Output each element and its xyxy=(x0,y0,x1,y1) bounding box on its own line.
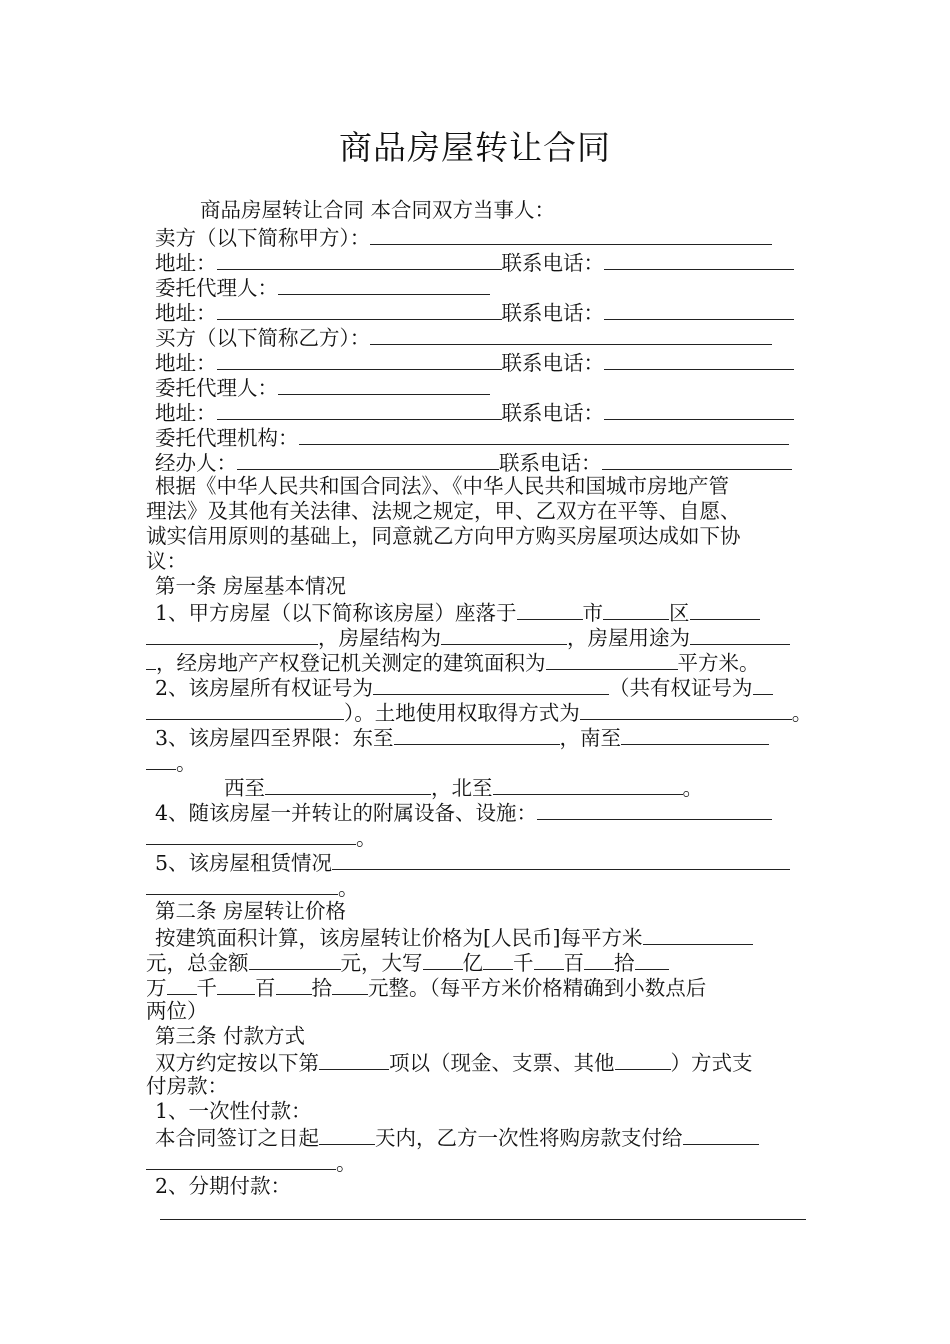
buyer-phone-field[interactable] xyxy=(604,349,794,370)
a2-line2: 元，总金额 元，大写 亿 千 百 拾 xyxy=(146,949,810,974)
caps-wan-qian-field[interactable] xyxy=(167,974,197,995)
seller-address-field[interactable] xyxy=(217,249,502,270)
lump-payee-field-cont[interactable] xyxy=(146,1149,336,1170)
buyer-agent-address-field[interactable] xyxy=(217,399,502,420)
a1-item3-line1: 3、该房屋四至界限：东至 ，南至 xyxy=(155,724,810,749)
buyer-agent-address-line: 地址： 联系电话： xyxy=(155,399,805,424)
payment-other-field[interactable] xyxy=(615,1049,671,1070)
a1-item3-line3: 西至 ，北至 。 xyxy=(224,776,703,800)
a1-item2-line2: ）。土地使用权取得方式为 。 xyxy=(146,699,821,724)
preamble-line-2: 理法》及其他有关法律、法规之规定，甲、乙双方在平等、自愿、 xyxy=(146,499,741,523)
installment-heading: 2、分期付款： xyxy=(155,1174,292,1198)
a1-item1-line2: ，房屋结构为 ，房屋用途为 xyxy=(146,624,810,649)
a1-item5-line1: 5、该房屋租赁情况 xyxy=(155,849,810,874)
structure-field[interactable] xyxy=(441,624,567,645)
seller-agent-address-line: 地址： 联系电话： xyxy=(155,299,805,324)
district-field[interactable] xyxy=(603,599,669,620)
a2-line4: 两位） xyxy=(146,999,208,1023)
caps-wan-bai-field[interactable] xyxy=(217,974,255,995)
land-use-field[interactable] xyxy=(580,699,792,720)
a1-item3-line2: 。 xyxy=(146,749,810,774)
buyer-address-field[interactable] xyxy=(217,349,502,370)
handler-field[interactable] xyxy=(237,449,499,470)
buyer-line: 买方（以下简称乙方）： xyxy=(155,324,805,349)
caps-shi-field[interactable] xyxy=(584,949,614,970)
price-per-sqm-field[interactable] xyxy=(643,924,753,945)
document-title: 商品房屋转让合同 xyxy=(339,128,611,167)
lease-status-field-cont[interactable] xyxy=(146,874,338,895)
article-3-heading: 第三条 付款方式 xyxy=(155,1024,306,1048)
payment-option-field[interactable] xyxy=(319,1049,389,1070)
caps-wan-field[interactable] xyxy=(635,949,669,970)
seller-phone-field[interactable] xyxy=(604,249,794,270)
installment-field[interactable] xyxy=(160,1199,806,1220)
lump-sum-line1: 本合同签订之日起 天内，乙方一次性将购房款支付给 xyxy=(155,1124,810,1149)
a1-item4-line2: 。 xyxy=(146,824,810,849)
south-boundary-field-cont[interactable] xyxy=(146,749,176,770)
location-field-cont[interactable] xyxy=(146,624,318,645)
west-boundary-field[interactable] xyxy=(265,774,431,795)
a3-line2: 付房款： xyxy=(146,1074,228,1098)
seller-agent-line: 委托代理人： xyxy=(155,274,805,299)
caps-qian-field[interactable] xyxy=(483,949,513,970)
agency-line: 委托代理机构： xyxy=(155,424,805,449)
lump-days-field[interactable] xyxy=(319,1124,375,1145)
buyer-address-line: 地址： 联系电话： xyxy=(155,349,805,374)
seller-address-line: 地址： 联系电话： xyxy=(155,249,805,274)
lump-payee-field[interactable] xyxy=(683,1124,759,1145)
article-2-heading: 第二条 房屋转让价格 xyxy=(155,899,347,923)
area-field[interactable] xyxy=(546,649,678,670)
east-boundary-field[interactable] xyxy=(394,724,560,745)
caps-bai-field[interactable] xyxy=(534,949,564,970)
total-amount-field[interactable] xyxy=(249,949,341,970)
usage-field[interactable] xyxy=(690,624,790,645)
agency-field[interactable] xyxy=(299,424,789,445)
buyer-field[interactable] xyxy=(370,324,772,345)
handler-phone-field[interactable] xyxy=(602,449,792,470)
buyer-agent-phone-field[interactable] xyxy=(604,399,794,420)
seller-field[interactable] xyxy=(370,224,772,245)
a2-line3: 万 千 百 拾 元整。（每平方米价格精确到小数点后 xyxy=(146,976,707,1000)
co-owner-cert-field-cont[interactable] xyxy=(146,699,344,720)
installment-line xyxy=(160,1199,808,1224)
ownership-cert-field[interactable] xyxy=(373,674,609,695)
a1-item2-line1: 2、该房屋所有权证号为 （共有权证号为 xyxy=(155,674,810,699)
a3-line1: 双方约定按以下第 项以（现金、支票、其他 ）方式支 xyxy=(155,1051,753,1075)
co-owner-cert-field[interactable] xyxy=(753,674,773,695)
usage-field-cont[interactable] xyxy=(146,649,156,670)
north-boundary-field[interactable] xyxy=(493,774,683,795)
a2-line1: 按建筑面积计算，该房屋转让价格为[人民币]每平方米 xyxy=(155,924,810,949)
article-1-heading: 第一条 房屋基本情况 xyxy=(155,574,347,598)
south-boundary-field[interactable] xyxy=(621,724,769,745)
lump-sum-line2: 。 xyxy=(146,1149,810,1174)
seller-agent-field[interactable] xyxy=(278,274,490,295)
seller-agent-phone-field[interactable] xyxy=(604,299,794,320)
preamble-line-3: 诚实信用原则的基础上，同意就乙方向甲方购买房屋项达成如下协 xyxy=(146,524,741,548)
seller-line: 卖方（以下简称甲方）： xyxy=(155,224,805,249)
a1-item4-line1: 4、随该房屋一并转让的附属设备、设施： xyxy=(155,799,810,824)
caps-yuan-field[interactable] xyxy=(332,974,368,995)
city-field[interactable] xyxy=(517,599,583,620)
attached-facilities-field[interactable] xyxy=(537,799,772,820)
attached-facilities-field-cont[interactable] xyxy=(146,824,356,845)
a1-item5-line2: 。 xyxy=(146,874,810,899)
caps-wan-shi-field[interactable] xyxy=(276,974,312,995)
seller-agent-address-field[interactable] xyxy=(217,299,502,320)
handler-line: 经办人： 联系电话： xyxy=(155,449,805,474)
preamble-line-4: 议： xyxy=(146,549,187,573)
a1-item1-line3: ，经房地产产权登记机关测定的建筑面积为 平方米。 xyxy=(146,649,810,674)
a1-item1-line1: 1、甲方房屋（以下简称该房屋）座落于 市 区 xyxy=(155,599,810,624)
lump-sum-heading: 1、一次性付款： xyxy=(155,1099,312,1123)
location-field[interactable] xyxy=(690,599,760,620)
lease-status-field[interactable] xyxy=(332,849,790,870)
preamble-line-1: 根据《中华人民共和国合同法》、《中华人民共和国城市房地产管 xyxy=(155,474,729,498)
intro-line: 商品房屋转让合同 本合同双方当事人： xyxy=(200,198,556,222)
buyer-agent-line: 委托代理人： xyxy=(155,374,805,399)
caps-yi-field[interactable] xyxy=(423,949,463,970)
buyer-agent-field[interactable] xyxy=(278,374,490,395)
